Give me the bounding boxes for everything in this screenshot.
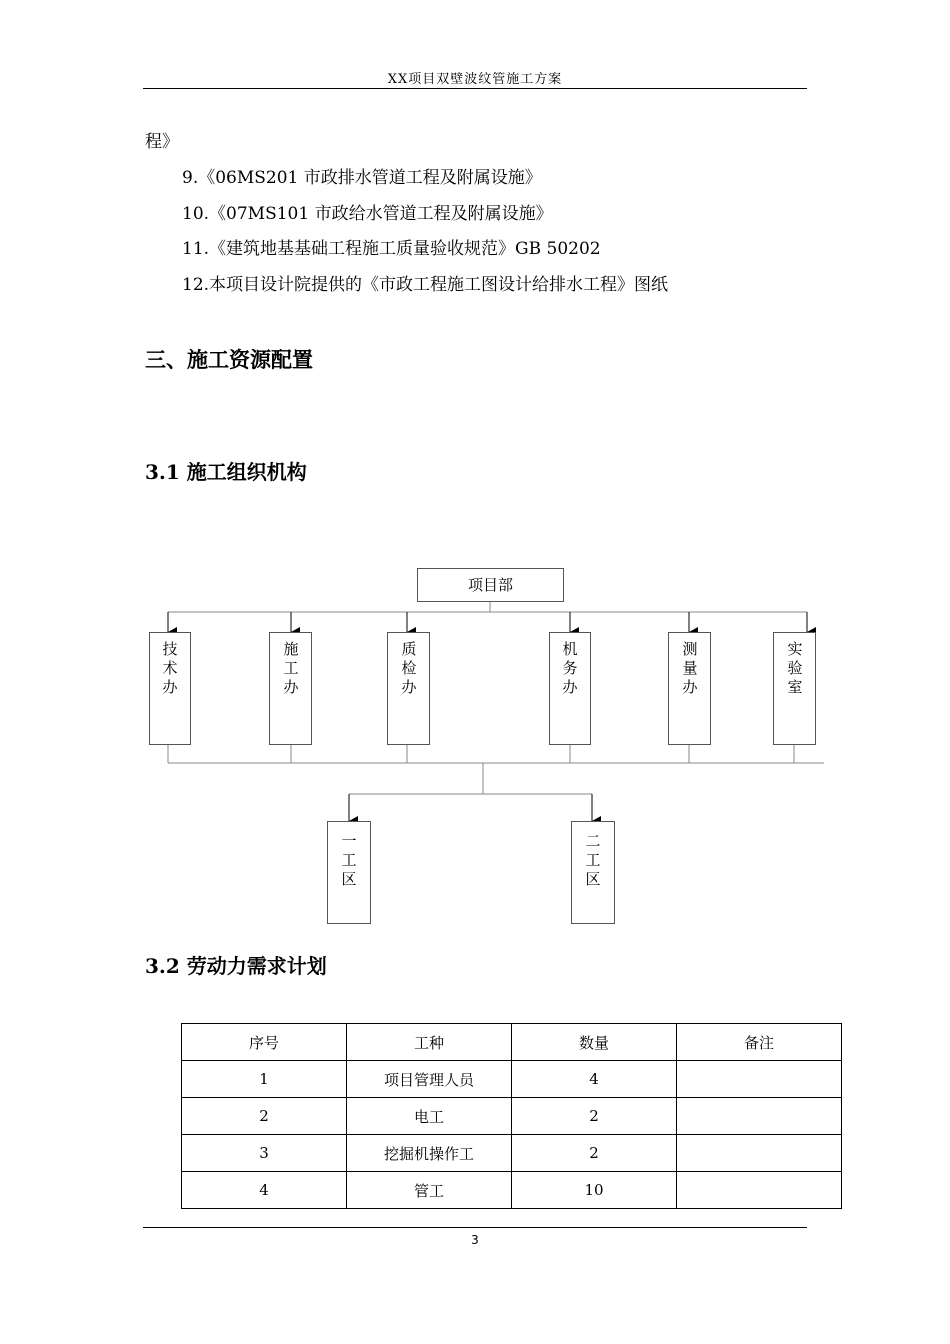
- table-cell: 2: [182, 1098, 347, 1135]
- table-cell: 2: [512, 1098, 677, 1135]
- footer-rule: [143, 1227, 807, 1228]
- table-row: [182, 1135, 842, 1172]
- table-cell: [677, 1172, 842, 1209]
- labor-demand-table: [181, 1023, 842, 1209]
- org-work-area-label: 一 工 区: [341, 832, 357, 888]
- org-work-area-box: [571, 821, 615, 924]
- reference-item-11: 11.《建筑地基基础工程施工质量验收规范》GB 50202: [182, 239, 601, 259]
- reference-item-12: 12.本项目设计院提供的《市政工程施工图设计给排水工程》图纸: [182, 275, 669, 295]
- section-3-2-heading: 3.2 劳动力需求计划: [145, 954, 327, 978]
- org-dept-box: [773, 632, 816, 745]
- org-dept-box: [549, 632, 591, 745]
- table-header-cell: 序号: [182, 1024, 347, 1061]
- org-dept-label: 测 量 办: [682, 640, 698, 696]
- page-header-title: XX项目双壁波纹管施工方案: [387, 72, 563, 87]
- table-header-cell: 工种: [347, 1024, 512, 1061]
- org-dept-box: [668, 632, 711, 745]
- org-dept-label: 质 检 办: [401, 640, 417, 696]
- table-cell: 1: [182, 1061, 347, 1098]
- table-cell: 4: [182, 1172, 347, 1209]
- table-row: [182, 1061, 842, 1098]
- table-cell: [677, 1098, 842, 1135]
- reference-item-10: 10.《07MS101 市政给水管道工程及附属设施》: [182, 204, 553, 224]
- org-dept-label: 技 术 办: [162, 640, 178, 696]
- table-header-row: [182, 1024, 842, 1061]
- table-cell: 挖掘机操作工: [347, 1135, 512, 1172]
- table-cell: [677, 1135, 842, 1172]
- page-number: 3: [471, 1233, 479, 1247]
- org-work-area-box: [327, 821, 371, 924]
- org-dept-box: [269, 632, 312, 745]
- reference-continuation: 程》: [145, 132, 179, 152]
- org-dept-label: 实 验 室: [787, 640, 803, 696]
- table-cell: 项目管理人员: [347, 1061, 512, 1098]
- table-cell: 管工: [347, 1172, 512, 1209]
- table-row: [182, 1098, 842, 1135]
- org-dept-box: [387, 632, 430, 745]
- table-cell: 3: [182, 1135, 347, 1172]
- org-dept-label: 施 工 办: [283, 640, 299, 696]
- org-dept-label: 机 务 办: [562, 640, 578, 696]
- reference-item-9: 9.《06MS201 市政排水管道工程及附属设施》: [182, 168, 542, 188]
- org-dept-box: [149, 632, 191, 745]
- table-header-cell: 备注: [677, 1024, 842, 1061]
- table-cell: 电工: [347, 1098, 512, 1135]
- org-work-area-label: 二 工 区: [585, 832, 601, 888]
- section-3-heading: 三、施工资源配置: [145, 347, 313, 372]
- section-3-1-heading: 3.1 施工组织机构: [145, 460, 307, 484]
- table-cell: 10: [512, 1172, 677, 1209]
- table-header-cell: 数量: [512, 1024, 677, 1061]
- table-cell: [677, 1061, 842, 1098]
- org-root-box: 项目部: [417, 568, 564, 602]
- table-cell: 2: [512, 1135, 677, 1172]
- table-row: [182, 1172, 842, 1209]
- table-cell: 4: [512, 1061, 677, 1098]
